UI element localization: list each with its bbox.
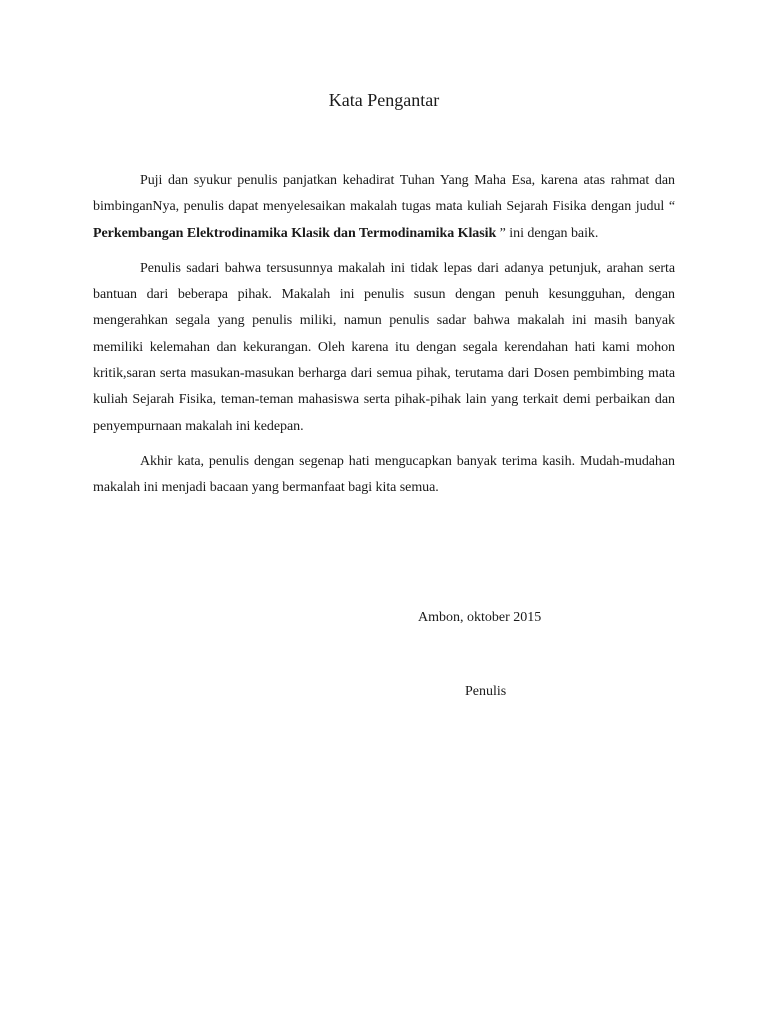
paragraph-1 bbox=[93, 168, 675, 247]
document-body bbox=[93, 168, 675, 511]
paragraph-1-text-before: Puji dan syukur penulis panjatkan kehadirat Tuhan Yang Maha Esa, karena atas rahmat dan bimbinganNya, penulis dapat menyelesaikan makalah tugas mata kuliah Sejarah Fisika dengan judul “ bbox=[93, 173, 675, 215]
paragraph-2: Penulis sadari bahwa tersusunnya makalah ini tidak lepas dari adanya petunjuk, arahan serta bantuan dari beberapa pihak. Makalah ini penulis susun dengan penuh kesungguhan, dengan mengerahkan segala yang penulis miliki, namun penulis sadar bahwa makalah ini masih banyak memiliki kelemahan dan kekurangan. Oleh karena itu dengan segala kerendahan hati kami mohon kritik,saran serta masukan-masukan berharga dari semua pihak, terutama dari Dosen pembimbing mata kuliah Sejarah Fisika, teman-teman mahasiswa serta pihak-pihak lain yang terkait demi perbaikan dan penyempurnaan makalah ini kedepan. bbox=[93, 260, 675, 434]
closing-signature: Penulis bbox=[465, 684, 507, 699]
paragraph-3: Akhir kata, penulis dengan segenap hati mengucapkan banyak terima kasih. Mudah-mudahan makalah ini menjadi bacaan yang bermanfaat bagi kita semua. bbox=[93, 453, 675, 496]
paper-title-bold: Perkembangan Elektrodinamika Klasik dan Termodinamika Klasik bbox=[93, 225, 497, 241]
closing-place-date: Ambon, oktober 2015 bbox=[418, 610, 542, 625]
document-title: Kata Pengantar bbox=[328, 90, 440, 110]
paragraph-1-text-after: ” ini dengan baik. bbox=[496, 225, 599, 241]
